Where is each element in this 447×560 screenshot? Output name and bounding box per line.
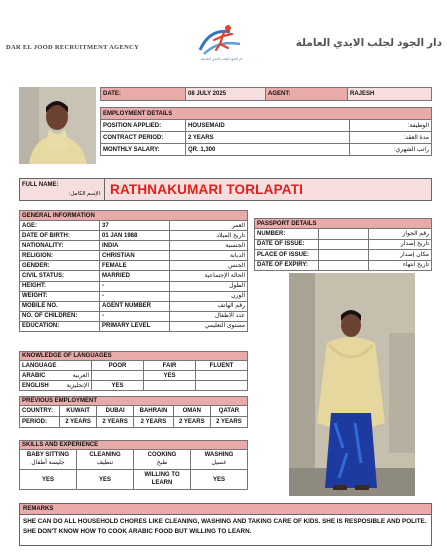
- skill-header-ar: غسيل: [211, 459, 227, 466]
- height-label: HEIGHT:: [20, 281, 100, 291]
- general-info-table: [19, 210, 248, 332]
- period-label: PERIOD:: [20, 417, 60, 428]
- skills-title: SKILLS AND EXPERIENCE: [20, 441, 248, 450]
- skill-header-cleaning: [77, 450, 134, 470]
- period-cell: 2 YEARS: [210, 417, 247, 428]
- religion-label-ar: الديانة: [170, 251, 248, 261]
- nationality-label-ar: الجنسية: [170, 241, 248, 251]
- logo-caption: دار الجود لجلب الايدي العاملة: [201, 57, 243, 61]
- skill-value-babysitting: YES: [20, 470, 77, 490]
- skill-header-cooking: [134, 450, 191, 470]
- position-label-ar: الوظيفة:: [350, 120, 432, 132]
- fullname-value: RATHNAKUMARI TORLAPATI: [110, 182, 304, 197]
- fullname-value-box: [105, 178, 432, 201]
- previous-employment-table: [19, 396, 248, 428]
- passport-expiry-value: [319, 260, 369, 271]
- languages-title: KNOWLEDGE OF LANGUAGES: [20, 352, 248, 361]
- nationality-label: NATIONALITY:: [20, 241, 100, 251]
- lang-name: ENGLISH: [22, 382, 49, 389]
- height-value: -: [100, 281, 170, 291]
- passport-number-label: NUMBER:: [255, 229, 319, 240]
- height-label-ar: الطول: [170, 281, 248, 291]
- gender-label-ar: الجنس: [170, 261, 248, 271]
- date-label: DATE:: [101, 88, 186, 101]
- lang-name-ar: الإنجليزية: [66, 382, 89, 389]
- period-cell: 2 YEARS: [97, 417, 134, 428]
- country-cell: DUBAI: [97, 406, 134, 417]
- children-value: -: [100, 311, 170, 321]
- agent-value: RAJESH: [348, 88, 432, 101]
- skill-header-en: CLEANING: [89, 451, 121, 458]
- salary-label-ar: راتب الشهري:: [350, 144, 432, 156]
- nationality-value: INDIA: [100, 241, 170, 251]
- date-agent-table: [100, 87, 432, 101]
- previous-title: PREVIOUS EMPLOYMENT: [20, 397, 248, 406]
- remarks-box: [19, 503, 432, 546]
- civil-status-value: MARRIED: [100, 271, 170, 281]
- lang-english-fair: [144, 381, 196, 391]
- skill-header-ar: طبخ: [156, 459, 168, 466]
- fullname-label-box: [19, 178, 105, 201]
- passport-issue-place-value: [319, 250, 369, 261]
- civil-status-label: CIVIL STATUS:: [20, 271, 100, 281]
- country-cell: QATAR: [210, 406, 247, 417]
- passport-issue-date-value: [319, 239, 369, 250]
- passport-issue-date-label: DATE OF ISSUE:: [255, 239, 319, 250]
- skill-header-washing: [191, 450, 248, 470]
- lang-arabic-poor: [92, 371, 144, 381]
- skill-value-cooking: WILLING TO LEARN: [134, 470, 191, 490]
- children-label-ar: عدد الاطفال: [170, 311, 248, 321]
- period-cell: 2 YEARS: [60, 417, 97, 428]
- fullname-label-ar: الإسم الكامل:: [68, 191, 100, 197]
- lang-arabic-fair: YES: [144, 371, 196, 381]
- passport-title: PASSPORT DETAILS: [255, 219, 432, 229]
- candidate-photo-portrait: [19, 87, 96, 164]
- lang-english-fluent: [196, 381, 248, 391]
- passport-details-table: [254, 218, 432, 271]
- lang-row-arabic: [20, 371, 92, 381]
- lang-row-english: [20, 381, 92, 391]
- lang-name: ARABIC: [22, 372, 46, 379]
- dob-label: DATE OF BIRTH:: [20, 231, 100, 241]
- lang-name-ar: العربية: [72, 372, 89, 379]
- skill-header-babysitting: [20, 450, 77, 470]
- country-label: COUNTRY:: [20, 406, 60, 417]
- agency-name-en: DAR EL JOOD RECRUITMENT AGENCY: [6, 44, 140, 51]
- employment-details-table: [100, 107, 432, 156]
- education-label-ar: مستوى التعليمي: [170, 321, 248, 331]
- passport-expiry-label-ar: تاريخ انتهاء: [369, 260, 432, 271]
- mobile-value: AGENT NUMBER: [100, 301, 170, 311]
- skill-header-en: BABY SITTING: [26, 451, 70, 458]
- lang-header-fluent: FLUENT: [196, 361, 248, 371]
- position-label: POSITION APPLIED:: [101, 120, 186, 132]
- candidate-photo-full: [289, 273, 415, 496]
- age-label: AGE:: [20, 221, 100, 231]
- skill-value-cleaning: YES: [77, 470, 134, 490]
- contract-label-ar: مدة العقد:: [350, 132, 432, 144]
- salary-label: MONTHLY SALARY:: [101, 144, 186, 156]
- education-label: EDUCATION:: [20, 321, 100, 331]
- skill-value-washing: YES: [191, 470, 248, 490]
- skill-header-ar: جليسة أطفال: [31, 459, 65, 466]
- passport-number-value: [319, 229, 369, 240]
- lang-header-language: LANGUAGE: [20, 361, 92, 371]
- weight-value: -: [100, 291, 170, 301]
- date-value: 08 JULY 2025: [186, 88, 266, 101]
- agency-name-ar: دار الجود لجلب الايدي العاملة: [295, 37, 442, 49]
- passport-expiry-label: DATE OF EXPIRY:: [255, 260, 319, 271]
- fullname-label: FULL NAME:: [22, 182, 59, 188]
- lang-header-fair: FAIR: [144, 361, 196, 371]
- skill-header-en: COOKING: [147, 451, 177, 458]
- civil-status-label-ar: الحالة الإجتماعية: [170, 271, 248, 281]
- lang-header-poor: POOR: [92, 361, 144, 371]
- lang-arabic-fluent: [196, 371, 248, 381]
- passport-issue-place-label: PLACE OF ISSUE:: [255, 250, 319, 261]
- period-cell: 2 YEARS: [173, 417, 210, 428]
- remarks-title: REMARKS: [20, 504, 431, 515]
- weight-label: WEIGHT:: [20, 291, 100, 301]
- period-cell: 2 YEARS: [134, 417, 174, 428]
- age-value: 37: [100, 221, 170, 231]
- dob-label-ar: تاريخ الميلاد: [170, 231, 248, 241]
- agent-label: AGENT:: [266, 88, 348, 101]
- gender-label: GENDER:: [20, 261, 100, 271]
- religion-value: CHRISTIAN: [100, 251, 170, 261]
- passport-number-label-ar: رقم الجواز: [369, 229, 432, 240]
- employment-title: EMPLOYMENT DETAILS: [101, 108, 432, 120]
- weight-label-ar: الوزن: [170, 291, 248, 301]
- country-cell: OMAN: [173, 406, 210, 417]
- passport-issue-date-label-ar: تاريخ إصدار: [369, 239, 432, 250]
- salary-value: QR. 1,300: [186, 144, 350, 156]
- skill-header-en: WASHING: [204, 451, 234, 458]
- dob-value: 01 JAN 1988: [100, 231, 170, 241]
- religion-label: RELIGION:: [20, 251, 100, 261]
- skills-table: [19, 440, 248, 490]
- country-cell: KUWAIT: [60, 406, 97, 417]
- gender-value: FEMALE: [100, 261, 170, 271]
- mobile-label-ar: رقم الهاتف: [170, 301, 248, 311]
- general-title: GENERAL INFORMATION: [20, 211, 248, 221]
- contract-value: 2 YEARS: [186, 132, 350, 144]
- country-cell: BAHRAIN: [134, 406, 174, 417]
- skill-header-ar: تنظيف: [96, 459, 114, 466]
- contract-label: CONTRACT PERIOD:: [101, 132, 186, 144]
- passport-issue-place-label-ar: مكان إصدار: [369, 250, 432, 261]
- lang-english-poor: YES: [92, 381, 144, 391]
- education-value: PRIMARY LEVEL: [100, 321, 170, 331]
- remarks-text: SHE CAN DO ALL HOUSEHOLD CHORES LIKE CLEANING, WASHING AND TAKING CARE OF KIDS. SHE IS RESPOSIBLE AND POLITE. SHE DON'T KNOW HOW TO COOK ARABIC FOOD BUT WILLING TO LEARN.: [23, 518, 427, 535]
- age-label-ar: العمر: [170, 221, 248, 231]
- mobile-label: MOBILE NO.: [20, 301, 100, 311]
- position-value: HOUSEMAID: [186, 120, 350, 132]
- languages-table: [19, 351, 248, 391]
- children-label: NO. OF CHILDREN:: [20, 311, 100, 321]
